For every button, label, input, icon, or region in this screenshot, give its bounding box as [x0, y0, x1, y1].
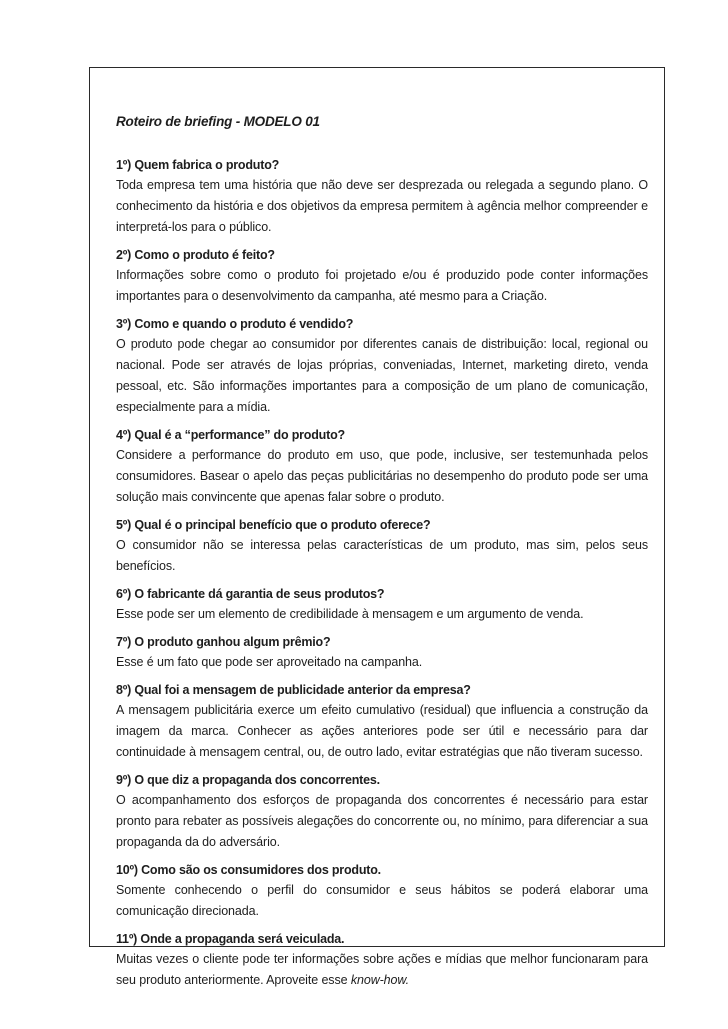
briefing-section	[116, 517, 648, 577]
question-heading: 10º) Como são os consumidores dos produto.	[116, 863, 381, 877]
question-heading: 7º) O produto ganhou algum prêmio?	[116, 635, 331, 649]
answer-text: Somente conhecendo o perfil do consumidor e seus hábitos se poderá elaborar uma comunicação direcionada.	[116, 883, 648, 918]
briefing-section	[116, 931, 648, 991]
answer-text-main: Muitas vezes o cliente pode ter informações sobre ações e mídias que melhor funcionaram para seu produto anteriormente. Aproveite esse	[116, 952, 648, 987]
question-heading: 9º) O que diz a propaganda dos concorrentes.	[116, 773, 380, 787]
briefing-section	[116, 682, 648, 763]
answer-text: Considere a performance do produto em uso, que pode, inclusive, ser testemunhada pelos consumidores. Basear o apelo das peças publicitárias no desempenho do produto pode ser uma solução mais convincente que apenas falar sobre o produto.	[116, 448, 648, 504]
briefing-document	[116, 113, 648, 1000]
question-heading: 6º) O fabricante dá garantia de seus produtos?	[116, 587, 385, 601]
briefing-section	[116, 586, 648, 625]
answer-text: Informações sobre como o produto foi projetado e/ou é produzido pode conter informações importantes para o desenvolvimento da campanha, até mesmo para a Criação.	[116, 268, 648, 303]
question-heading: 11º) Onde a propaganda será veiculada.	[116, 932, 345, 946]
briefing-section	[116, 634, 648, 673]
answer-text: Esse é um fato que pode ser aproveitado na campanha.	[116, 655, 423, 669]
answer-text	[116, 949, 648, 991]
briefing-section	[116, 862, 648, 922]
briefing-section	[116, 157, 648, 238]
answer-text: O produto pode chegar ao consumidor por diferentes canais de distribuição: local, regional ou nacional. Pode ser através de lojas próprias, conveniadas, Internet, marketing direto, venda pessoal, etc. São informações importantes para a composição de um plano de comunicação, especialmente para a mídia.	[116, 337, 648, 414]
question-heading: 1º) Quem fabrica o produto?	[116, 158, 280, 172]
answer-text: A mensagem publicitária exerce um efeito cumulativo (residual) que influencia a construção da imagem da marca. Conhecer as ações anteriores pode ser útil e necessário para dar continuidade à mensagem central, ou, de outro lado, evitar estratégias que não tiveram sucesso.	[116, 703, 648, 759]
answer-text: Esse pode ser um elemento de credibilidade à mensagem e um argumento de venda.	[116, 607, 584, 621]
answer-text-italic: know-how.	[350, 973, 410, 987]
briefing-section	[116, 247, 648, 307]
answer-text: O acompanhamento dos esforços de propaganda dos concorrentes é necessário para estar pronto para rebater as possíveis alegações do concorrente ou, no mínimo, para diferenciar a sua propaganda da do adversário.	[116, 793, 648, 849]
question-heading: 8º) Qual foi a mensagem de publicidade anterior da empresa?	[116, 683, 471, 697]
question-heading: 2º) Como o produto é feito?	[116, 248, 275, 262]
answer-text: Toda empresa tem uma história que não deve ser desprezada ou relegada a segundo plano. O conhecimento da história e dos objetivos da empresa permitem à agência melhor compreender e interpretá-los para o público.	[116, 178, 648, 234]
briefing-section	[116, 316, 648, 418]
answer-text: O consumidor não se interessa pelas características de um produto, mas sim, pelos seus benefícios.	[116, 538, 648, 573]
document-title: Roteiro de briefing - MODELO 01	[116, 114, 320, 129]
briefing-section	[116, 772, 648, 853]
briefing-section	[116, 427, 648, 508]
question-heading: 3º) Como e quando o produto é vendido?	[116, 317, 354, 331]
question-heading: 4º) Qual é a “performance” do produto?	[116, 428, 345, 442]
question-heading: 5º) Qual é o principal benefício que o produto oferece?	[116, 518, 431, 532]
